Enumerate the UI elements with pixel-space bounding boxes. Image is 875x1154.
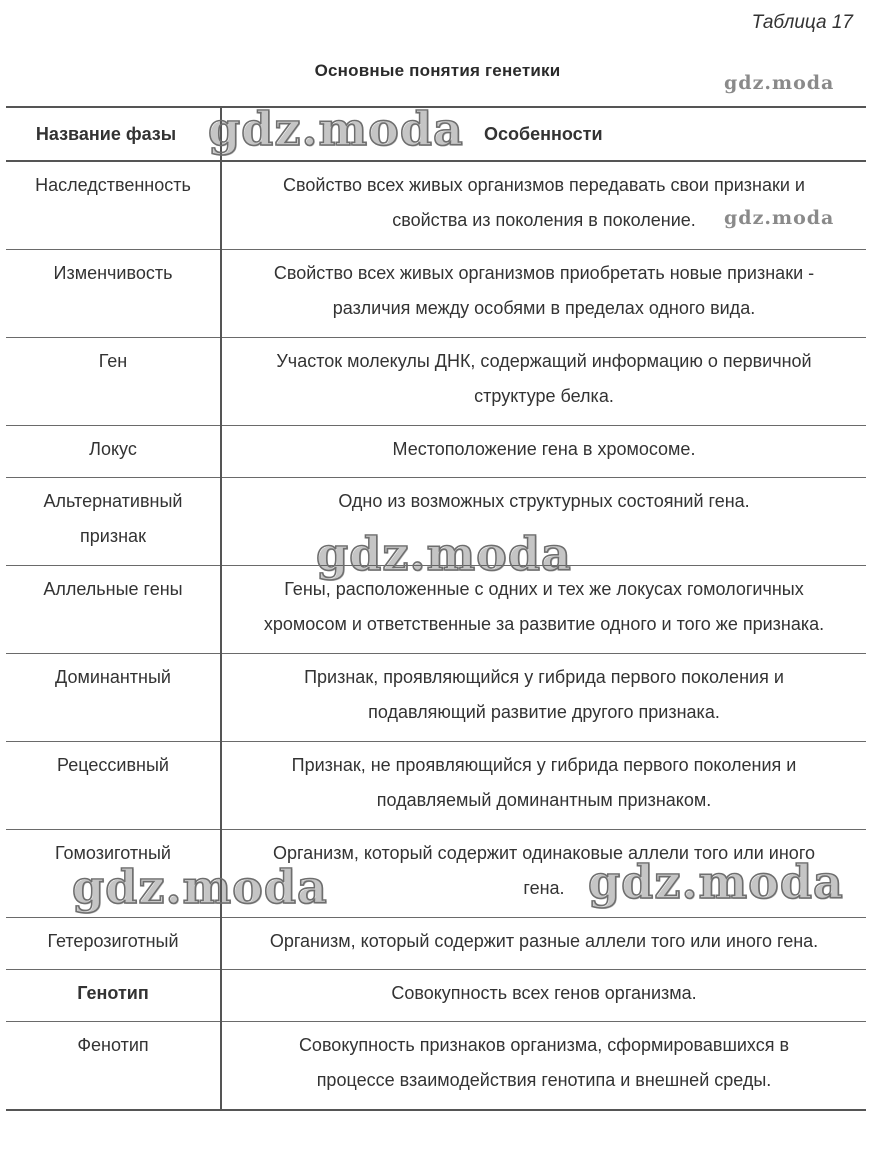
table-row [6,1022,866,1111]
table-row [6,250,866,338]
term-cell: Гетерозиготный [6,918,221,970]
header-term-column: Название фазы [6,107,221,161]
table-row [6,478,866,566]
term-cell: Ген [6,338,221,426]
table-row [6,566,866,654]
description-cell: Совокупность всех генов организма. [221,970,866,1022]
table-row [6,426,866,478]
table-row [6,654,866,742]
description-cell: Организм, который содержит одинаковые аллели того или иного гена. [221,830,866,918]
term-cell: Наследственность [6,161,221,250]
table-header-row [6,107,866,161]
description-cell: Свойство всех живых организмов приобретать новые признаки - различия между особями в пределах одного вида. [221,250,866,338]
page-title: Основные понятия генетики [314,61,561,80]
table-row [6,161,866,250]
table-row [6,918,866,970]
term-cell: Альтернативный признак [6,478,221,566]
description-cell: Совокупность признаков организма, сформировавшихся в процессе взаимодействия генотипа и внешней среды. [221,1022,866,1111]
description-cell: Одно из возможных структурных состояний гена. [221,478,866,566]
table-row [6,830,866,918]
description-cell: Признак, проявляющийся у гибрида первого поколения и подавляющий развитие другого признака. [221,654,866,742]
term-cell: Изменчивость [6,250,221,338]
watermark-logo: gdz.moda [588,855,844,909]
term-cell: Генотип [6,970,221,1022]
watermark-logo: gdz.moda [316,527,572,581]
table-row [6,742,866,830]
term-cell: Фенотип [6,1022,221,1111]
watermark-logo: gdz.moda [724,72,835,94]
watermark-logo: gdz.moda [72,860,328,914]
term-cell: Локус [6,426,221,478]
term-cell: Гомозиготный [6,830,221,918]
description-cell: Организм, который содержит разные аллели того или иного гена. [221,918,866,970]
description-cell: Свойство всех живых организмов передавать свои признаки и свойства из поколения в поколение. [221,161,866,250]
table-row [6,970,866,1022]
watermark-logo: gdz.moda [724,207,835,229]
genetics-concepts-table [6,106,866,1111]
table-number-label: Таблица 17 [751,12,853,33]
description-cell: Участок молекулы ДНК, содержащий информацию о первичной структуре белка. [221,338,866,426]
description-cell: Местоположение гена в хромосоме. [221,426,866,478]
table-row [6,338,866,426]
header-features-column: Особенности [221,107,866,161]
description-cell: Признак, не проявляющийся у гибрида первого поколения и подавляемый доминантным признаком. [221,742,866,830]
description-cell: Гены, расположенные с одних и тех же локусах гомологичных хромосом и ответственные за развитие одного и того же признака. [221,566,866,654]
term-cell: Доминантный [6,654,221,742]
term-cell: Аллельные гены [6,566,221,654]
term-cell: Рецессивный [6,742,221,830]
watermark-logo: gdz.moda [208,102,464,156]
